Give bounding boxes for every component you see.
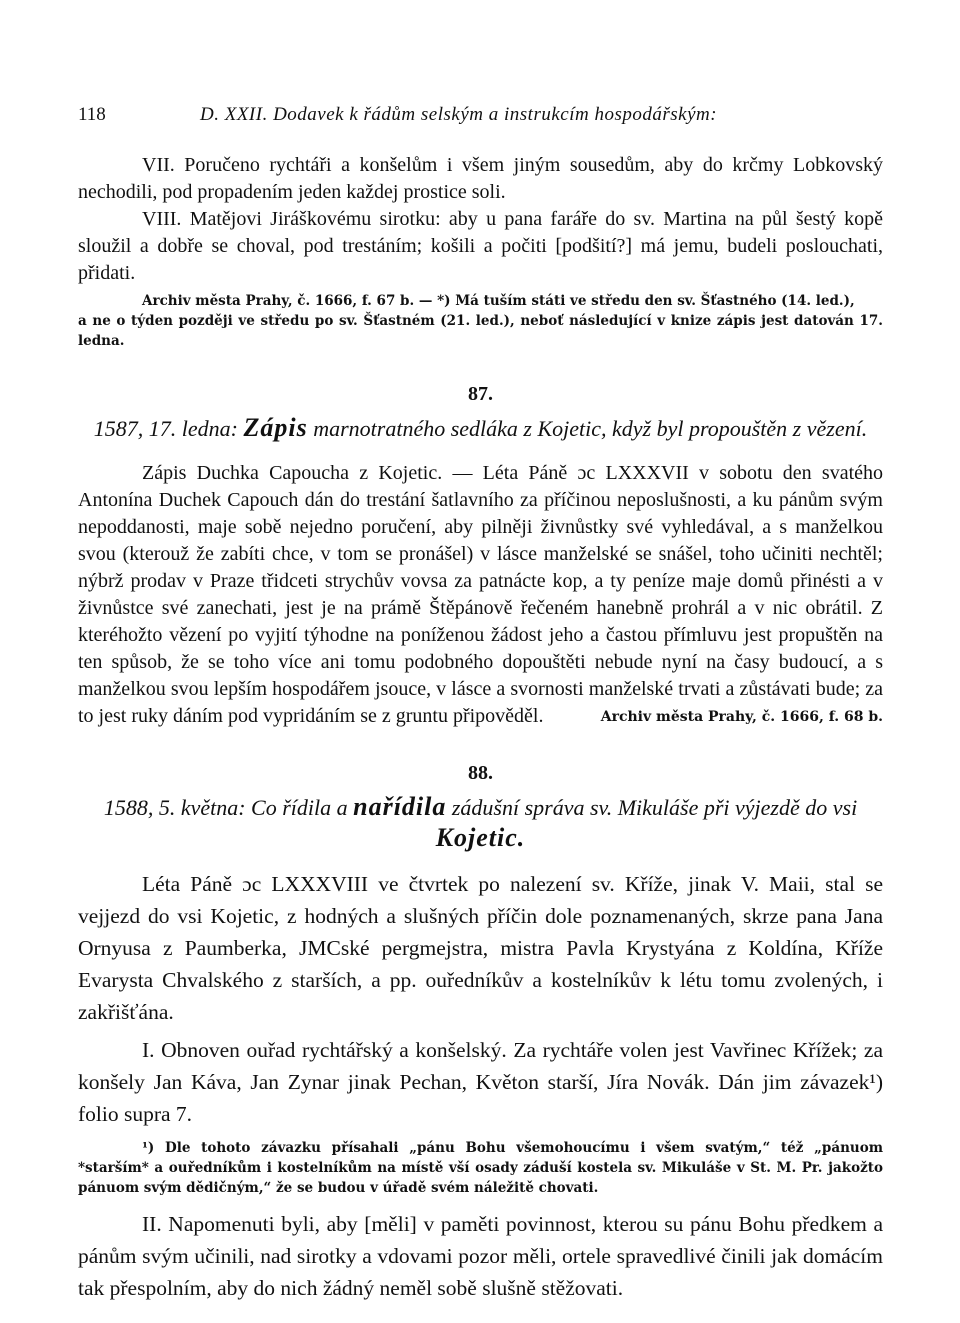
doc-88-title-b: zádušní správa sv. Mikuláše při výjezdě do vsi xyxy=(451,795,858,820)
doc-87-heading xyxy=(78,413,883,444)
doc-87-keyword: Zápis xyxy=(243,413,308,442)
doc-87-source: Archiv města Prahy, č. 1666, f. 68 b. xyxy=(600,709,883,725)
page-header xyxy=(78,104,898,130)
source-note-86-line2: a ne o týden později ve středu po sv. Šťastném (21. led.), neboť následující v knize zápis jest datován 17. ledna. xyxy=(78,313,883,349)
doc-88-number: 88. xyxy=(468,762,493,784)
doc-88-title-a: Co řídila a xyxy=(251,795,348,820)
doc-87-number: 87. xyxy=(468,383,493,405)
running-head: D. XXII. Dodavek k řádům selským a instrukcím hospodářským: xyxy=(200,104,718,125)
page-number: 118 xyxy=(78,104,106,125)
footnote-1: ¹) Dle tohoto závazku přísahali „pánu Bohu všemohoucímu i všem svatým,“ též „pánuom *starším* a ouředníkům i kostelníkům na místě vší osady záduší kostela sv. Mikuláše v St. M. Pr. jakožto pánuom svým dědičným,“ že se budou v úřadě svém náležitě chovati. xyxy=(78,1140,883,1196)
doc-88-paragraph-2: I. Obnoven ouřad rychtářský a konšelský. Za rychtáře volen jest Vavřinec Křížek; za konšely Jan Káva, Jan Zynar jinak Pechan, Květon starší, Jíra Novák. Dán jim závazek¹) folio supra 7. xyxy=(78,1038,883,1126)
doc-87-text: Zápis Duchka Capoucha z Kojetic. — Léta Páně ɔc LXXXVII v sobotu den svatého Antonína Duchek Capouch dán do trestání šatlavního za příčinou neposlušnosti, a ku pánům svým nepoddanosti, maje sobě nejedno poručení, aby pilněji živnůstky své vyhledával, a s manželkou svou (kterouž že zabíti chce, v tom se pronášel) v lásce manželské se snášel, toho učiniti nechtěl; nýbrž prodav v Praze třidceti strychův vovsa za patnácte kop, a ty peníze maje domů přinésti a v živnůstce své zanechati, jest je na prámě Štěpánově řečeném hanebně prohrál a v nic obrátil. Z kteréhožto vězení po vyjití týhodne na poníženou žádost jeho a častou přímluvu jest propuštěn na ten spůsob, že se toho více ani tomu podobného dopouštěti nebude nyní na časy budoucí, a s manželkou svou lepším hospodářem jsouce, v lásce a svornosti manželské trvati a zůstávati bude; za to jest ruky dáním pod vypridáním se z gruntu připověděl. xyxy=(78,462,883,727)
doc-88-keyword2: Kojetic. xyxy=(435,823,526,852)
page-body xyxy=(78,152,883,1304)
doc-87-title: marnotratného sedláka z Kojetic, když byl propouštěn z vězení. xyxy=(313,416,868,441)
doc-87-date: 1587, 17. ledna: xyxy=(93,416,238,441)
doc-88-keyword: nařídila xyxy=(353,792,447,821)
source-note-86-line1: Archiv města Prahy, č. 1666, f. 67 b. — *) Má tuším státi ve středu den sv. Šťastného (14. led.), xyxy=(142,293,855,309)
doc-88-paragraph-3: II. Napomenuti byli, aby [měli] v paměti povinnost, kterou su pánu Bohu předkem a pánům svým učinili, nad sirotky a vdovami pozor měli, ortele spravedlivé činili jak domácím tak přespolním, aby do nich žádný neměl sobě slušně stěžovati. xyxy=(78,1212,883,1300)
section-vii: VII. Poručeno rychtáři a konšelům i všem jiným sousedům, aby do krčmy Lobkovský nechodili, pod propadením jeden každej prostice soli. xyxy=(78,154,883,203)
source-note-86 xyxy=(78,291,883,351)
doc-88-heading xyxy=(78,792,883,854)
doc-88-paragraph-1: Léta Páně ɔc LXXXVIII ve čtvrtek po nalezení sv. Kříže, jinak V. Maii, stal se vejjezd do vsi Kojetic, z hodných a slušných příčin dole poznamenaných, skrze pana Jana Ornyusa z Paumberka, JMCské pergmejstra, mistra Pavla Krystyána z Koldína, Kříže Evarysta Chvalského z starších, a pp. ouředníkův a kostelníkův k létu tomu zvolených, i zakřišťána. xyxy=(78,872,883,1024)
doc-88-date: 1588, 5. května: xyxy=(103,795,246,820)
section-viii: VIII. Matějovi Jiráškovému sirotku: aby u pana faráře do sv. Martina na půl šestý kopě sloužil a dobře se choval, pod trestáním; košili a počiti [podšití?] má jemu, budeli poslouchati, přidati. xyxy=(78,208,883,284)
